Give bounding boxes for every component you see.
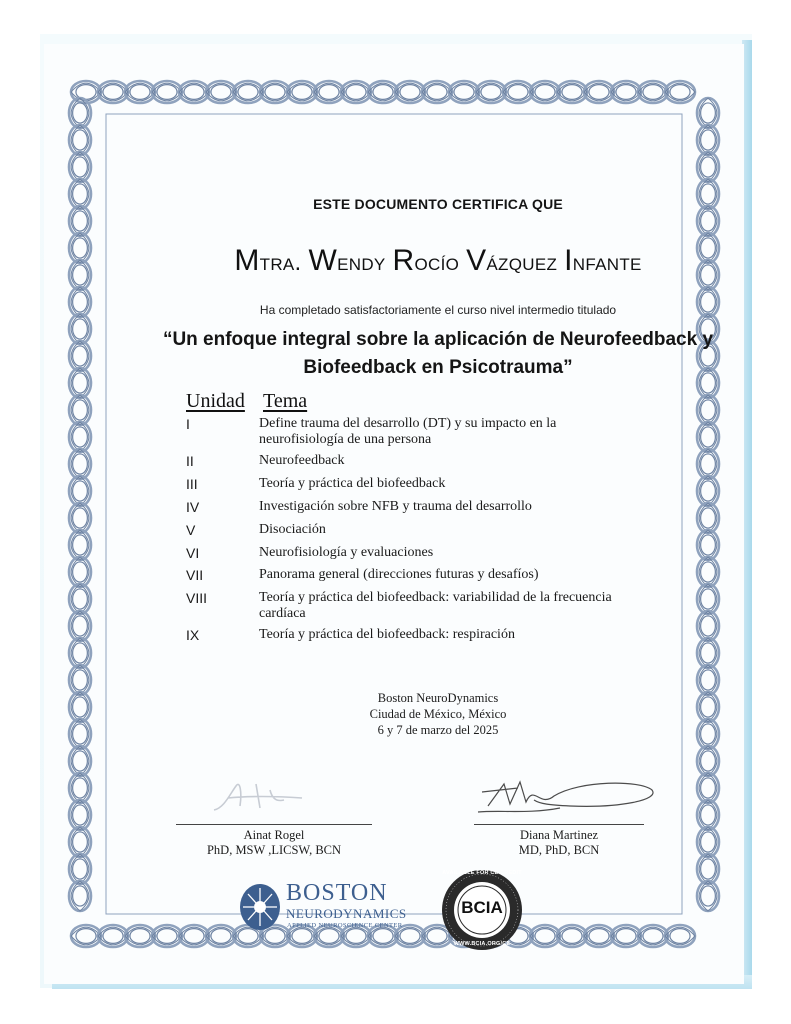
unit-number: I — [186, 416, 190, 432]
bcia-seal-top-arc: AVAILABLE FOR CE CREDIT — [442, 870, 522, 876]
border-chain-link — [125, 81, 155, 103]
logo-neurodynamics: NEURODYNAMICS — [286, 906, 407, 921]
border-chain-link — [69, 827, 91, 857]
logo-boston: BOSTON — [286, 880, 388, 906]
border-chain-link — [69, 800, 91, 830]
border-chain-link — [152, 81, 182, 103]
units-header-topic: Tema — [263, 390, 308, 412]
border-chain-link — [69, 125, 91, 155]
border-chain-link — [69, 773, 91, 803]
signatory-right — [454, 828, 664, 858]
unit-topic: Investigación sobre NFB y trauma del desarrollo — [259, 499, 532, 514]
border-chain-link — [584, 81, 614, 103]
border-chain-link — [395, 81, 425, 103]
unit-topic: Teoría y práctica del biofeedback — [259, 476, 446, 491]
border-chain-link — [260, 81, 290, 103]
unit-topic-line1: Define trauma del desarrollo (DT) y su impacto en la — [259, 416, 557, 431]
border-chain-link — [314, 81, 344, 103]
unit-number: VII — [186, 567, 204, 583]
border-chain-link — [98, 925, 128, 947]
border-chain-link — [69, 692, 91, 722]
border-chain-link — [69, 503, 91, 533]
border-chain-link — [69, 611, 91, 641]
units-table-header — [186, 390, 307, 413]
border-chain-link — [69, 719, 91, 749]
unit-topic-line1: Teoría y práctica del biofeedback: variabilidad de la frecuencia — [259, 590, 612, 605]
border-chain-link — [69, 395, 91, 425]
border-chain-link — [233, 81, 263, 103]
unit-topic — [259, 416, 659, 448]
border-chain-link — [69, 449, 91, 479]
unit-topic: Panorama general (direcciones futuras y desafíos) — [259, 567, 539, 582]
border-chain-link — [69, 476, 91, 506]
signature-left — [206, 772, 326, 822]
signature-line-right — [474, 824, 644, 825]
bcia-seal — [440, 868, 524, 952]
border-chain-link — [557, 81, 587, 103]
unit-topic: Neurofisiología y evaluaciones — [259, 545, 434, 560]
unit-topic-line2: cardíaca — [259, 606, 306, 621]
border-chain-link — [69, 530, 91, 560]
unit-number: IV — [186, 499, 200, 515]
course-title — [156, 326, 720, 382]
border-chain-link — [476, 81, 506, 103]
border-chain-link — [69, 152, 91, 182]
unit-number: III — [186, 476, 198, 492]
border-chain-link — [69, 287, 91, 317]
border-chain-link — [69, 557, 91, 587]
course-title-line2: Biofeedback en Psicotrauma” — [303, 357, 573, 378]
border-chain-link — [69, 746, 91, 776]
border-chain-link — [287, 81, 317, 103]
logo-tagline: APPLIED NEUROSCIENCE CENTER — [287, 922, 403, 929]
border-chain-link — [341, 81, 371, 103]
unit-number: V — [186, 522, 196, 538]
border-chain-link — [69, 422, 91, 452]
unit-number: II — [186, 453, 194, 469]
certificate-content — [136, 160, 740, 960]
unit-topic — [259, 590, 659, 622]
units-header-unit: Unidad — [186, 390, 245, 412]
bcia-seal-bottom-arc: WWW.BCIA.ORG/CE — [453, 941, 511, 947]
issuer-block — [136, 690, 740, 738]
recipient-name: Mtra. Wendy Rocío Vázquez Infante — [234, 244, 642, 277]
border-chain-link — [69, 368, 91, 398]
border-chain-link — [69, 260, 91, 290]
signature-right — [470, 774, 660, 824]
unit-topic: Disociación — [259, 522, 326, 537]
signatory-right-name: Diana Martinez — [519, 828, 599, 842]
border-chain-link — [697, 98, 719, 128]
signatory-left-name: Ainat Rogel — [243, 828, 305, 842]
border-chain-link — [449, 81, 479, 103]
border-chain-link — [69, 314, 91, 344]
border-chain-link — [206, 81, 236, 103]
unit-number: VI — [186, 545, 200, 561]
border-chain-link — [665, 81, 695, 103]
border-chain-link — [69, 638, 91, 668]
certificate-heading: ESTE DOCUMENTO CERTIFICA QUE — [313, 196, 563, 212]
unit-topic: Teoría y práctica del biofeedback: respiración — [259, 627, 515, 642]
border-chain-link — [611, 81, 641, 103]
issuer-organization: Boston NeuroDynamics — [377, 691, 499, 705]
border-chain-link — [98, 81, 128, 103]
unit-number: IX — [186, 627, 200, 643]
unit-topic: Neurofeedback — [259, 453, 345, 468]
issuer-location: Ciudad de México, México — [369, 707, 507, 721]
border-chain-link — [530, 81, 560, 103]
completion-statement: Ha completado satisfactoriamente el curso nivel intermedio titulado — [259, 303, 617, 317]
border-chain-link — [69, 341, 91, 371]
border-chain-link — [422, 81, 452, 103]
border-chain-link — [69, 854, 91, 884]
certificate — [44, 44, 744, 984]
border-chain-link — [71, 925, 101, 947]
border-chain-link — [69, 98, 91, 128]
issue-date: 6 y 7 de marzo del 2025 — [377, 723, 499, 737]
signatory-left-credentials: PhD, MSW ,LICSW, BCN — [206, 843, 342, 857]
border-chain-link — [503, 81, 533, 103]
neuron-emblem-icon — [238, 882, 282, 932]
border-chain-link — [368, 81, 398, 103]
border-chain-link — [179, 81, 209, 103]
border-chain-link — [69, 584, 91, 614]
border-chain-link — [69, 206, 91, 236]
signature-line-left — [176, 824, 372, 825]
border-chain-link — [69, 881, 91, 911]
unit-number: VIII — [186, 590, 208, 606]
signatory-right-credentials: MD, PhD, BCN — [518, 843, 600, 857]
bcia-seal-center: BCIA — [461, 898, 503, 917]
course-title-line1: “Un enfoque integral sobre la aplicación de Neurofeedback y — [162, 329, 714, 350]
border-chain-link — [697, 125, 719, 155]
border-chain-link — [69, 179, 91, 209]
border-chain-link — [69, 233, 91, 263]
unit-topic-line2: neurofisiología de una persona — [259, 432, 432, 447]
border-chain-link — [638, 81, 668, 103]
border-chain-link — [69, 665, 91, 695]
signatory-left — [156, 828, 392, 858]
